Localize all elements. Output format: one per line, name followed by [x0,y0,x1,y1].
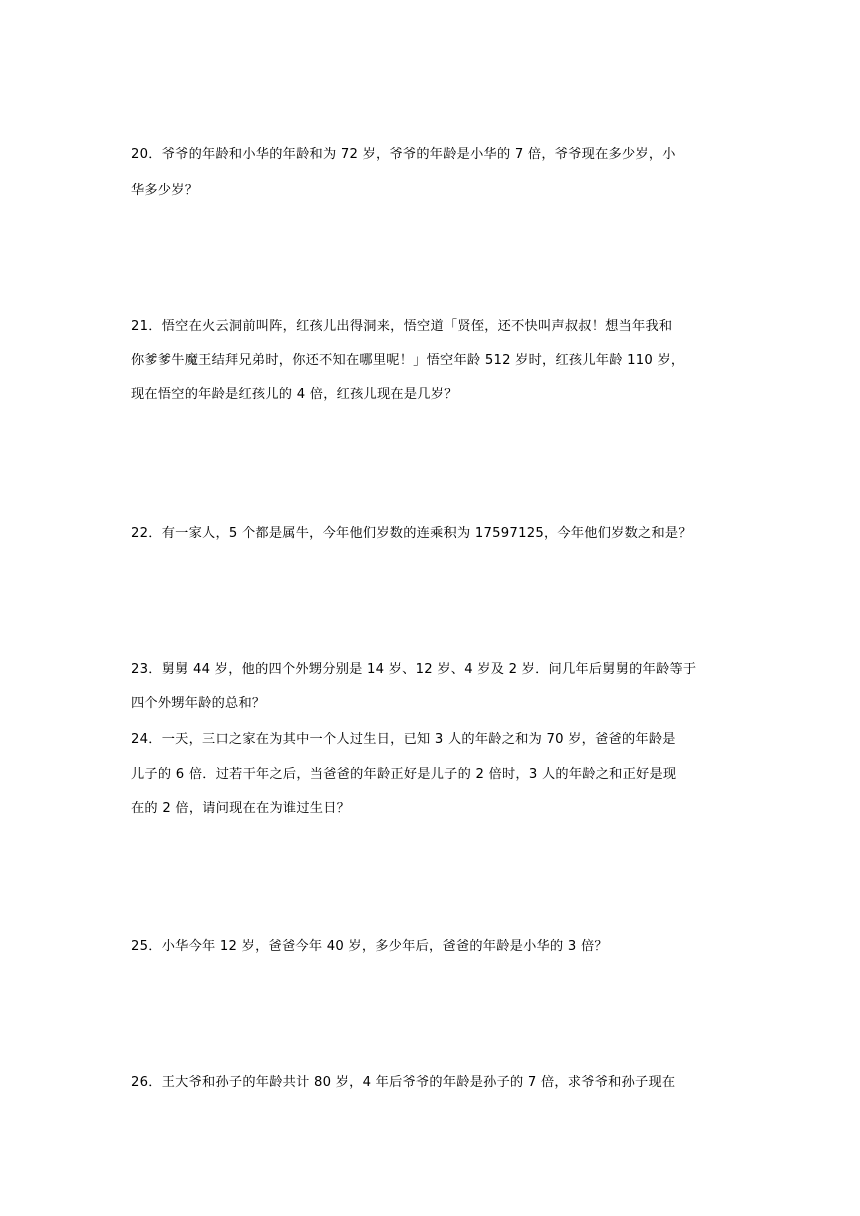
question-line: 华多少岁？ [131,183,199,198]
question-line: 21．悟空在火云洞前叫阵，红孩儿出得洞来，悟空道「贤侄，还不快叫声叔叔！想当年我和 [131,319,673,334]
question-line: 四个外甥年龄的总和？ [131,696,266,711]
question-line: 25．小华今年 12 岁，爸爸今年 40 岁，多少年后，爸爸的年龄是小华的 3 倍？ [131,939,608,954]
question-line: 23．舅舅 44 岁，他的四个外甥分别是 14 岁、12 岁、4 岁及 2 岁．问几年后舅舅的年龄等于 [131,662,697,677]
question-line: 在的 2 倍，请问现在在为谁过生日？ [131,801,351,816]
question-line: 26．王大爷和孙子的年龄共计 80 岁，4 年后爷爷的年龄是孙子的 7 倍，求爷爷和孙子现在 [131,1075,676,1090]
question-line: 你爹爹牛魔王结拜兄弟时，你还不知在哪里呢！」悟空年龄 512 岁时，红孩儿年龄 110 岁， [131,353,685,368]
question-line: 现在悟空的年龄是红孩儿的 4 倍，红孩儿现在是几岁？ [131,387,458,402]
question-line: 20．爷爷的年龄和小华的年龄和为 72 岁，爷爷的年龄是小华的 7 倍，爷爷现在多少岁，小 [131,147,676,162]
question-line: 24．一天，三口之家在为其中一个人过生日，已知 3 人的年龄之和为 70 岁，爸爸的年龄是 [131,732,676,747]
question-line: 儿子的 6 倍．过若干年之后，当爸爸的年龄正好是儿子的 2 倍时，3 人的年龄之和正好是现 [131,767,677,782]
question-line: 22．有一家人，5 个都是属牛，今年他们岁数的连乘积为 17597125，今年他们岁数之和是？ [131,526,692,541]
